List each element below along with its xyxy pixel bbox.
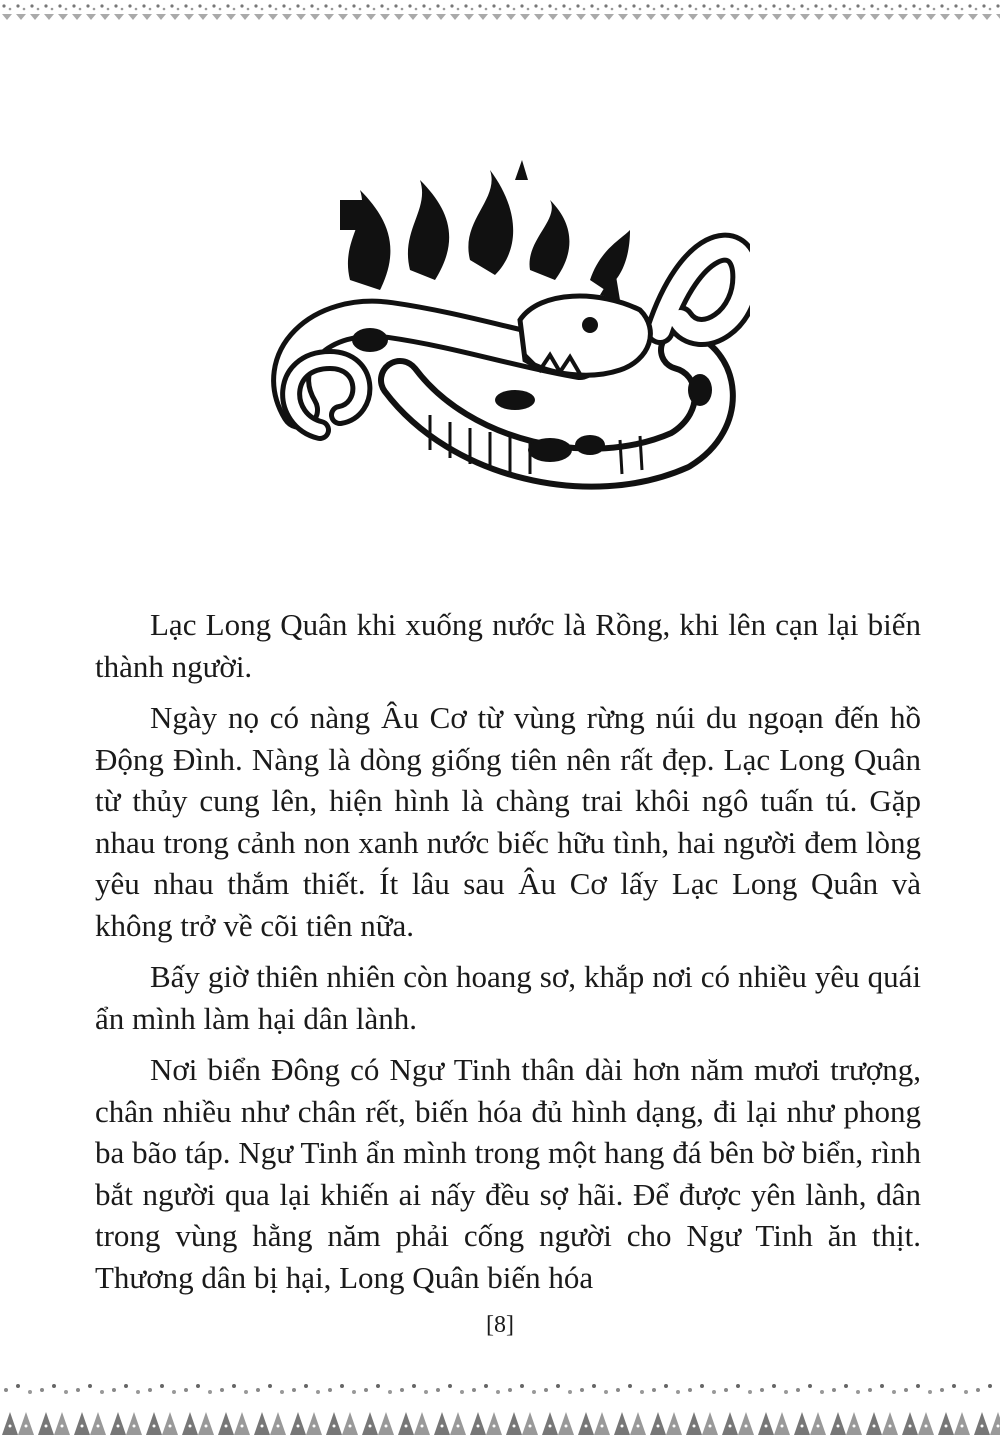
dragon-illustration — [260, 160, 750, 510]
paragraph: Lạc Long Quân khi xuống nước là Rồng, khi lên cạn lại biến thành người. — [95, 607, 921, 684]
decorative-top-border — [0, 0, 1000, 22]
paragraph: Ngày nọ có nàng Âu Cơ từ vùng rừng núi du ngoạn đến hồ Động Đình. Nàng là dòng giống tiên nên rất đẹp. Lạc Long Quân từ thủy cung lên, hiện hình là chàng trai khôi ngô tuấn tú. Gặp nhau trong cảnh non xanh nước biếc hữu tình, hai người đem lòng yêu nhau thắm thiết. Ít lâu sau Âu Cơ lấy Lạc Long Quân và không trở về cõi tiên nữa. — [95, 700, 921, 943]
paragraph: Bấy giờ thiên nhiên còn hoang sơ, khắp nơi có nhiều yêu quái ẩn mình làm hại dân lành. — [95, 959, 921, 1036]
paragraph: Nơi biển Đông có Ngư Tinh thân dài hơn năm mươi trượng, chân nhiều như chân rết, biến hóa đủ hình dạng, đi lại như phong ba bão táp. Ngư Tinh ẩn mình trong một hang đá bên bờ biển, rình bắt người qua lại khiến ai nấy đều sợ hãi. Để được yên lành, dân trong vùng hằng năm phải cống người cho Ngư Tinh ăn thịt. Thương dân bị hại, Long Quân biến hóa — [95, 1052, 921, 1295]
page-number: [8] — [486, 1312, 514, 1338]
decorative-bottom-border — [0, 1380, 1000, 1443]
story-text — [95, 604, 921, 1308]
